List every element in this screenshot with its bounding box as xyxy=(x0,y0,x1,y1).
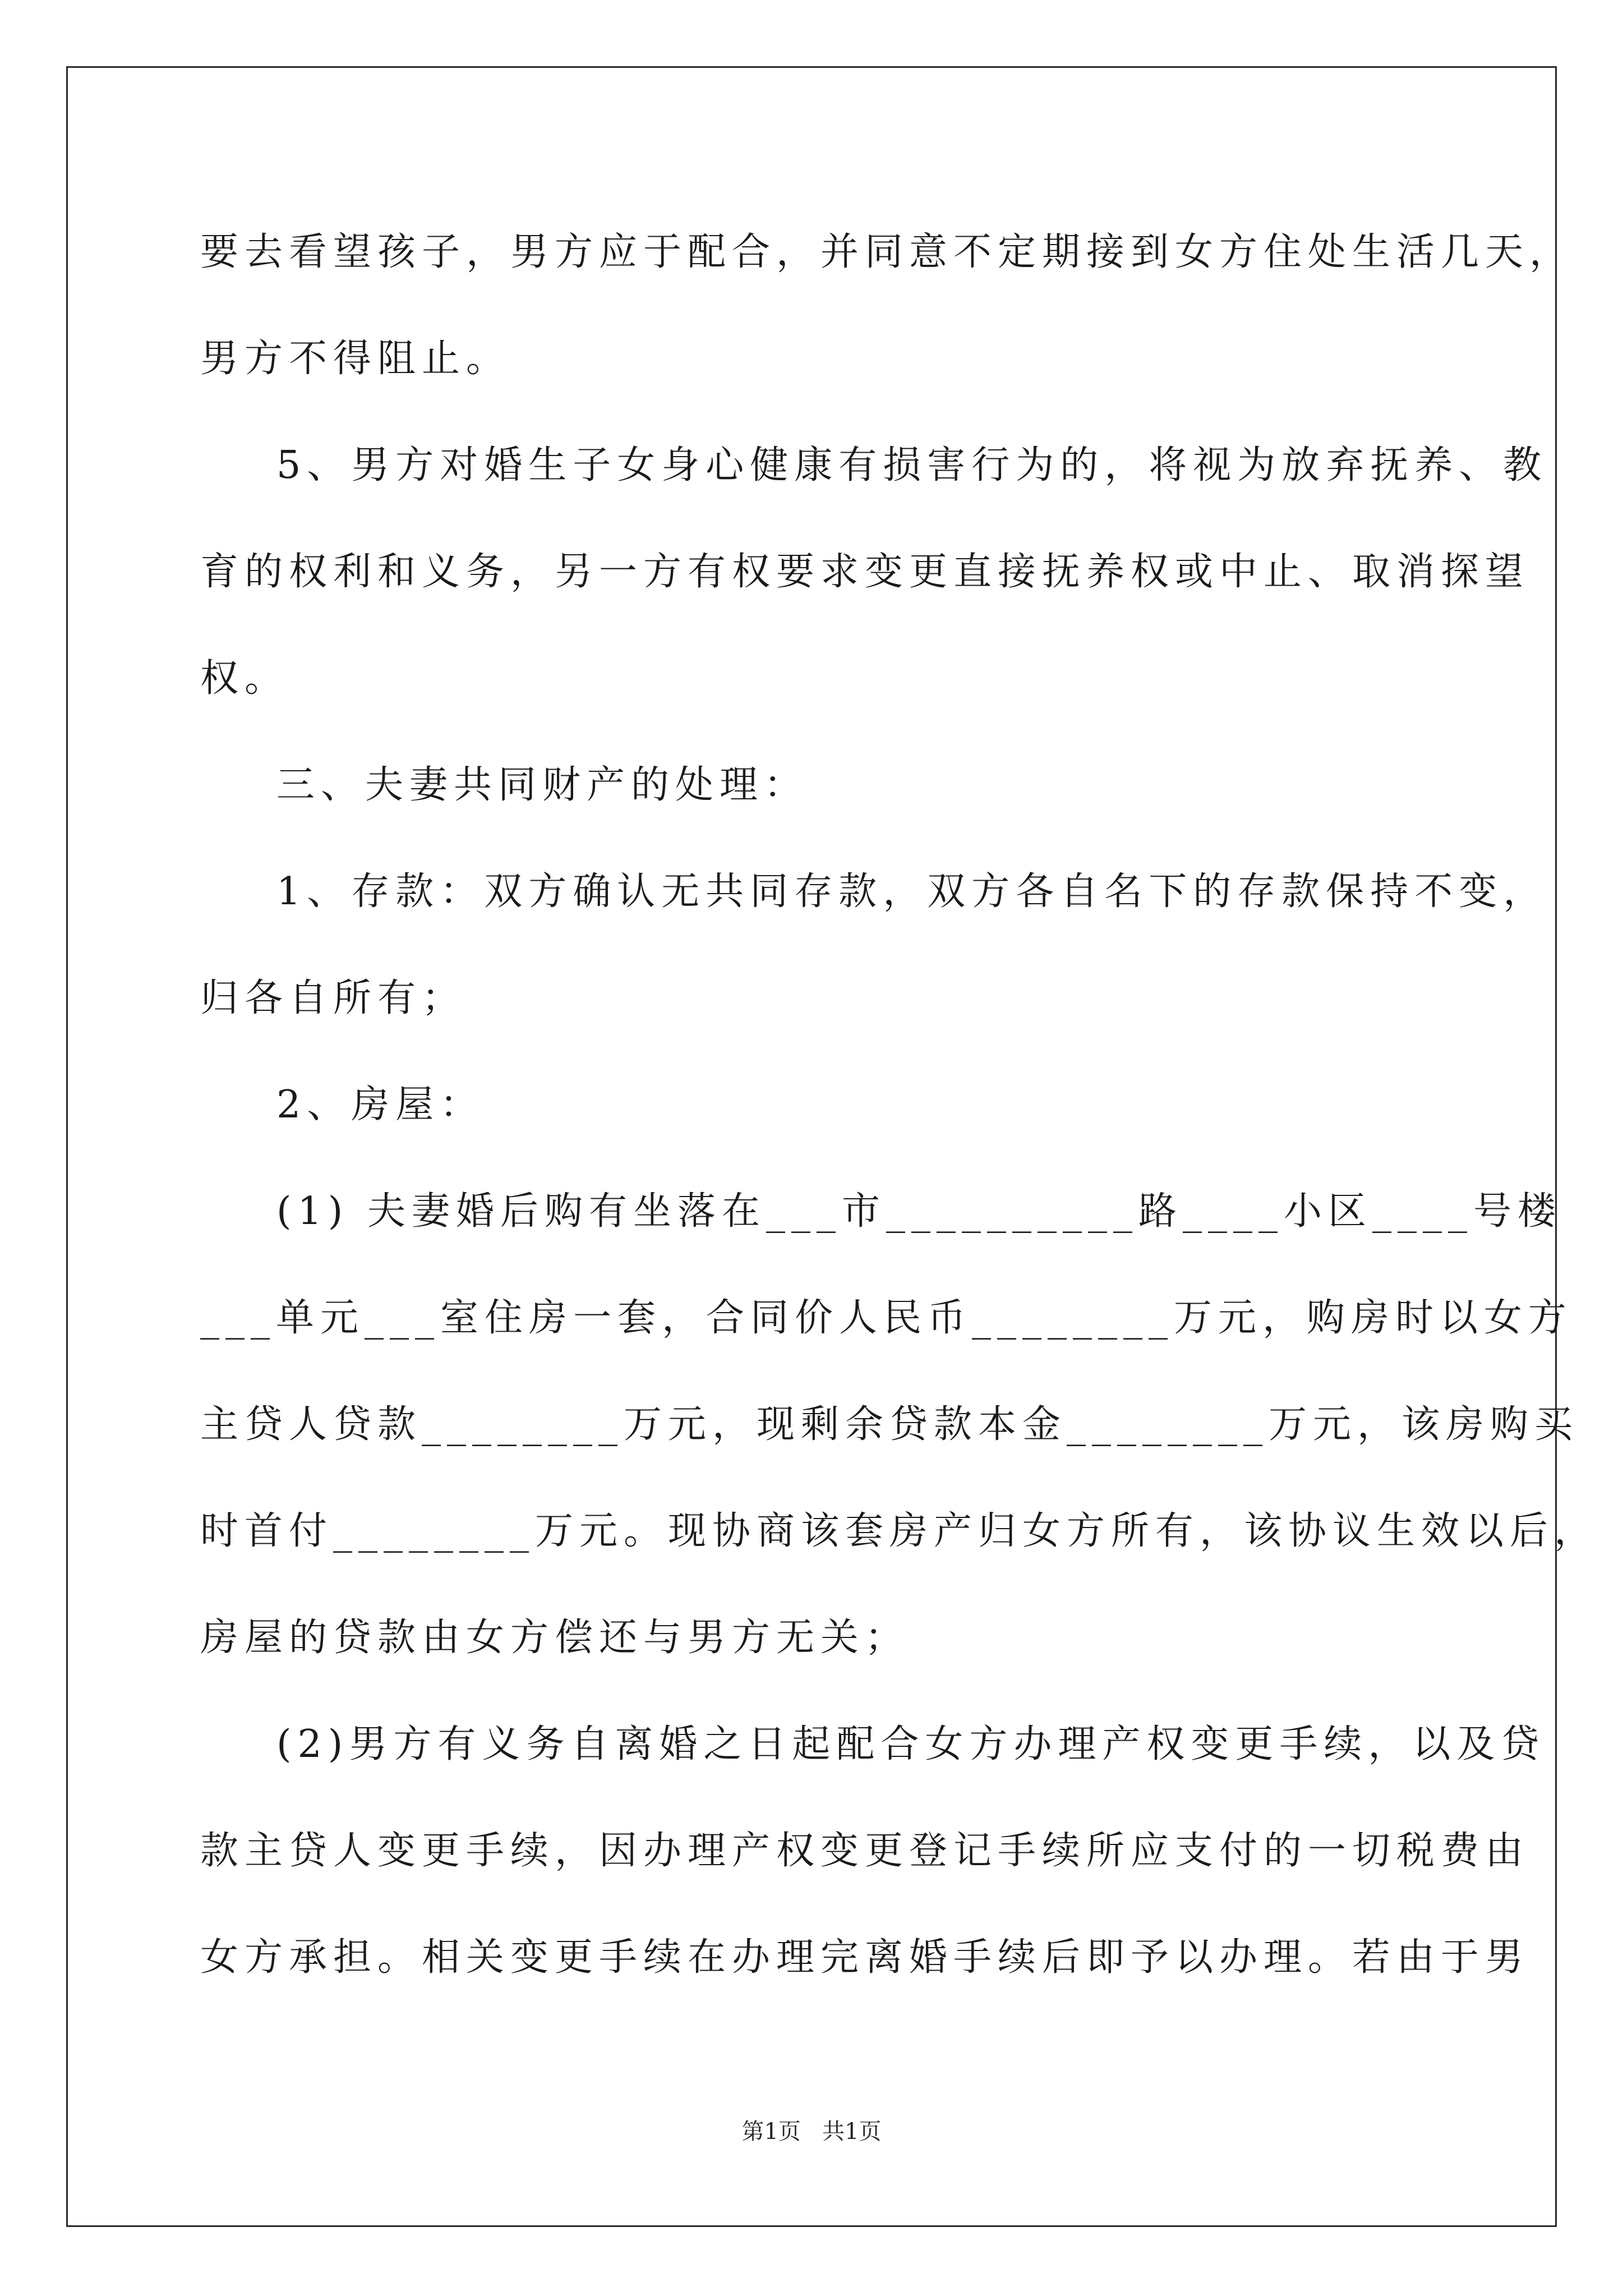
section-heading: 三、夫妻共同财产的处理： xyxy=(276,763,809,807)
body-line: 权。 xyxy=(200,656,289,701)
paragraph-line: 2、房屋： xyxy=(276,1083,485,1127)
paragraph-line: 5、男方对婚生子女身心健康有损害行为的，将视为放弃抚养、教 xyxy=(276,443,1548,487)
body-line: 款主贷人变更手续，因办理产权变更登记手续所应支付的一切税费由 xyxy=(200,1829,1530,1873)
body-line: 主贷人贷款________万元，现剩余贷款本金________万元，该房购买 xyxy=(200,1402,1579,1447)
body-line: 女方承担。相关变更手续在办理完离婚手续后即予以办理。若由于男 xyxy=(200,1935,1530,1980)
paragraph-line: (2)男方有义务自离婚之日起配合女方办理产权变更手续，以及贷 xyxy=(276,1722,1546,1766)
body-line: 育的权利和义务，另一方有权要求变更直接抚养权或中止、取消探望 xyxy=(200,550,1530,594)
body-line: 归各自所有； xyxy=(200,976,467,1020)
page-number-footer: 第1页 共1页 xyxy=(741,2119,882,2145)
paragraph-line: (1) 夫妻婚后购有坐落在___市__________路____小区____号楼 xyxy=(276,1189,1562,1234)
body-line: ___单元___室住房一套，合同价人民币________万元，购房时以女方 xyxy=(200,1296,1573,1340)
body-line: 男方不得阻止。 xyxy=(200,337,511,381)
page-border xyxy=(66,66,1557,2227)
paragraph-line: 1、存款：双方确认无共同存款，双方各自名下的存款保持不变， xyxy=(276,869,1548,914)
body-line: 房屋的贷款由女方偿还与男方无关； xyxy=(200,1616,910,1660)
body-line: 要去看望孩子，男方应于配合，并同意不定期接到女方住处生活几天， xyxy=(200,230,1574,274)
body-line: 时首付________万元。现协商该套房产归女方所有，该协议生效以后， xyxy=(200,1509,1599,1553)
